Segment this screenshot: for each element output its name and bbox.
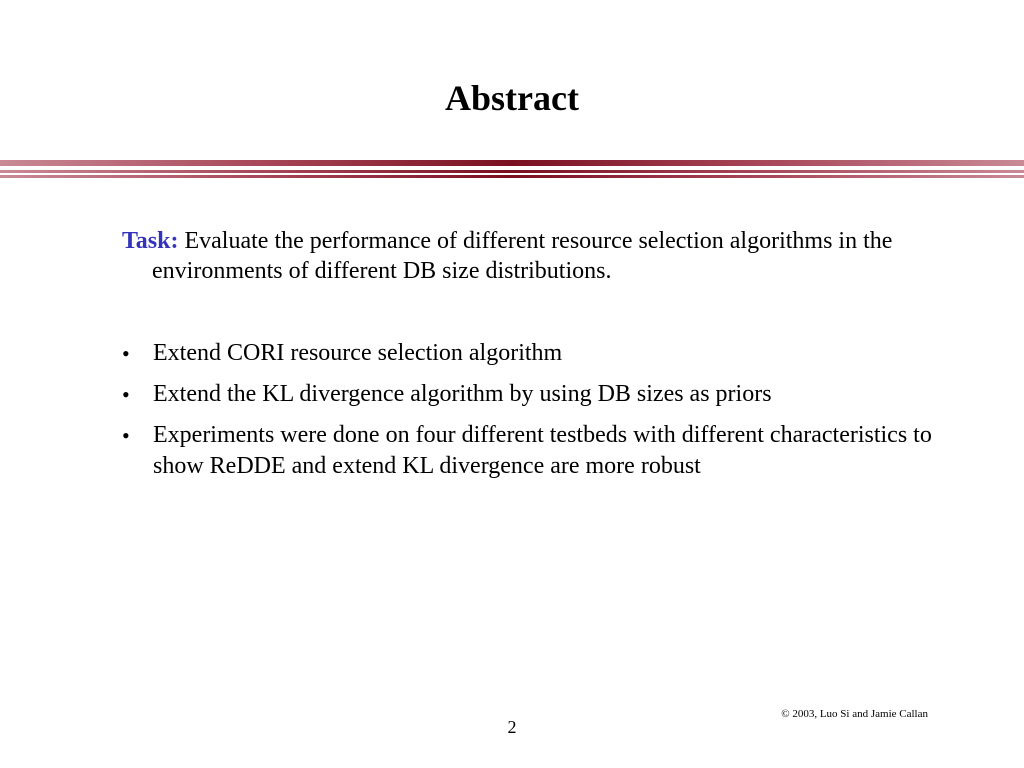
task-text: Evaluate the performance of different resource selection algorithms in the environments of different DB size distributions. (152, 228, 893, 284)
title-divider-thin-bottom (0, 175, 1024, 178)
bullet-text: Experiments were done on four different testbeds with different characteristics to show ReDDE and extend KL divergence are more robust (153, 422, 932, 479)
copyright-notice: © 2003, Luo Si and Jamie Callan (781, 708, 928, 720)
list-item (122, 420, 952, 482)
task-label: Task: (122, 228, 179, 254)
slide-title: Abstract (445, 78, 579, 118)
bullet-text: Extend the KL divergence algorithm by using DB sizes as priors (153, 381, 772, 407)
list-item (122, 379, 952, 410)
task-paragraph (122, 226, 1012, 286)
bullet-icon: • (122, 341, 130, 366)
bullet-list (122, 338, 952, 492)
title-divider-thick (0, 160, 1024, 166)
list-item (122, 338, 952, 369)
bullet-icon: • (122, 382, 130, 407)
page-number: 2 (507, 717, 517, 737)
bullet-icon: • (122, 423, 130, 448)
bullet-text: Extend CORI resource selection algorithm (153, 340, 563, 366)
title-divider-thin (0, 170, 1024, 173)
